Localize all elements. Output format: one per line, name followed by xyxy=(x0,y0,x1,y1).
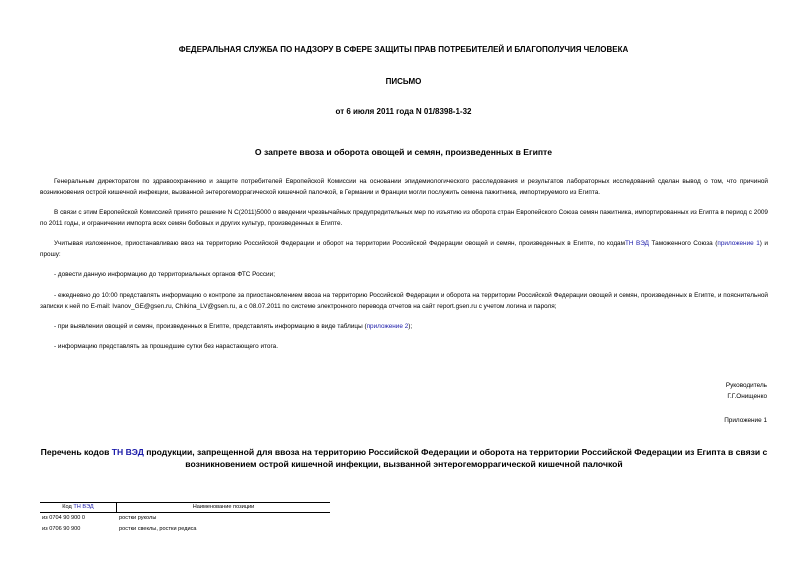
li3-text-after: ); xyxy=(408,323,413,330)
paragraph-2: В связи с этим Европейской Комиссией принято решение N С(2011)5000 о введении чрезвычайных предупредительных мер по изъятию из оборота стран Европейского Союза семян пажитника, импортированных из Египта в период с 2009 по 2011 годы, и ограничении импорта всех семян бобовых и других культур, произведенных в Египте. xyxy=(40,209,768,227)
p3-text-after: ) и прошу: xyxy=(40,240,768,258)
col-code-header-text: Код xyxy=(62,504,74,510)
col-code-header xyxy=(40,503,117,512)
li3-text-before: - при выявлении овощей и семян, произведенных в Египте, представлять информацию в виде таблицы ( xyxy=(54,323,367,330)
agency-heading: ФЕДЕРАЛЬНАЯ СЛУЖБА ПО НАДЗОРУ В СФЕРЕ ЗАЩИТЫ ПРАВ ПОТРЕБИТЕЛЕЙ И БЛАГОПОЛУЧИЯ ЧЕЛОВЕКА xyxy=(178,45,629,54)
appendix-title-before: Перечень кодов xyxy=(40,447,112,457)
list-item-3 xyxy=(40,321,768,332)
appendix-1-link[interactable]: приложение 1 xyxy=(717,240,760,247)
date-number: от 6 июля 2011 года N 01/8398-1-32 xyxy=(335,107,472,116)
p3-text-before: Учитывая изложенное, приостанавливаю ввоз на территорию Российской Федерации и оборот на территории Российской Федерации овощей и семян, произведенных в Египте, по кодам xyxy=(54,240,625,247)
list-item-1: - довести данную информацию до территориальных органов ФТС России; xyxy=(54,271,275,278)
doc-type-heading: ПИСЬМО xyxy=(385,77,422,86)
appendix-title-after: продукции, запрещенной для ввоза на территорию Российской Федерации и оборота на территории Российской Федерации из Египта в связи с возникновением острой кишечной инфекции, вызванной энтерогеморрагической кишечной палочкой xyxy=(143,447,768,469)
appendix-2-link[interactable]: приложение 2 xyxy=(366,323,409,330)
appendix-title xyxy=(40,446,768,470)
appendix-tn-ved-link[interactable]: ТН ВЭД xyxy=(111,447,144,457)
list-item-4: - информацию представлять за прошедшие сутки без нарастающего итога. xyxy=(54,343,278,350)
table-header xyxy=(40,502,330,513)
table-tn-ved-link[interactable]: ТН ВЭД xyxy=(73,504,94,510)
row-name: ростки свеклы, ростки редиса xyxy=(119,526,197,532)
row-code: из 0706 90 900 xyxy=(42,526,81,532)
codes-table xyxy=(40,502,330,535)
tn-ved-link[interactable]: ТН ВЭД xyxy=(625,240,650,247)
signature-name: Г.Г.Онищенко xyxy=(727,393,767,400)
signature-title: Руководитель xyxy=(725,382,767,389)
row-name: ростки руколы xyxy=(119,515,157,521)
subject-heading: О запрете ввоза и оборота овощей и семян, произведенных в Египте xyxy=(254,147,553,157)
list-item-2: - ежедневно до 10:00 представлять информацию о контроле за приостановлением ввоза на территорию Российской Федерации и оборота на территории Российской Федерации овощей и семян, произведенных в Египте, и пояснительной записки к ней по E-mail: Ivanov_GE@gsen.ru, Chikina_LV@gsen.ru, а с 08.07.2011 по системе электронного перевода отчетов на сайт report.gsen.ru с учетом логина и пароля; xyxy=(40,292,768,310)
p3-text-mid: Таможенного Союза ( xyxy=(649,240,718,247)
col-name-header: Наименование позиции xyxy=(192,504,255,510)
row-code: из 0704 90 900 0 xyxy=(42,515,86,521)
table-row xyxy=(40,524,330,535)
paragraph-3 xyxy=(40,238,768,260)
paragraph-1: Генеральным директоратом по здравоохранению и защите потребителей Европейской Комиссии на основании эпидемиологического расследования и результатов лабораторных исследований сделан вывод о том, что причиной возникновения острой кишечной инфекции, вызванной энтерогеморрагической кишечной палочкой, в Германии и Франции могли послужить семена пажитника, импортируемого из Египта. xyxy=(40,178,768,196)
appendix-label: Приложение 1 xyxy=(724,417,767,424)
table-row xyxy=(40,513,330,524)
